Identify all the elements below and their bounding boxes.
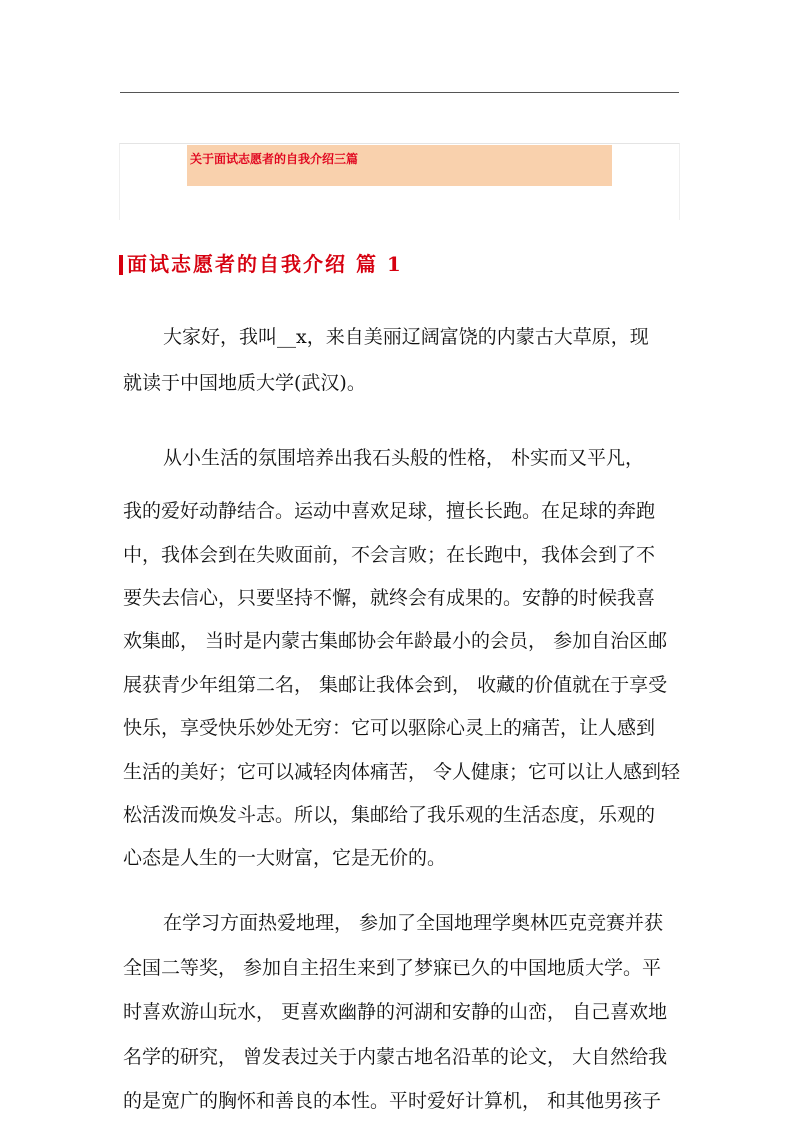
- paragraph-line: 快乐，享受快乐妙处无穷：它可以驱除心灵上的痛苦，让人感到: [123, 717, 656, 739]
- paragraph-line: 全国二等奖， 参加自主招生来到了梦寐已久的中国地质大学。平: [123, 957, 662, 979]
- paragraph-line: 我的爱好动静结合。运动中喜欢足球，擅长长跑。在足球的奔跑: [123, 500, 656, 522]
- heading-marker: [119, 255, 123, 275]
- paragraph-line: 大家好，我叫__x，来自美丽辽阔富饶的内蒙古大草原，现: [163, 326, 649, 348]
- paragraph-line: 心态是人生的一大财富，它是无价的。: [123, 847, 447, 869]
- paragraph-line: 中，我体会到在失败面前，不会言败；在长跑中，我体会到了不: [123, 544, 656, 566]
- paragraph-line: 生活的美好；它可以减轻肉体痛苦， 令人健康；它可以让人感到轻: [123, 761, 681, 783]
- paragraph-line: 的是宽广的胸怀和善良的本性。平时爱好计算机， 和其他男孩子: [123, 1090, 662, 1112]
- paragraph-line: 要失去信心，只要坚持不懈，就终会有成果的。安静的时候我喜: [123, 587, 656, 609]
- paragraph-line: 时喜欢游山玩水， 更喜欢幽静的河湖和安静的山峦， 自己喜欢地: [123, 1001, 668, 1023]
- paragraph-line: 展获青少年组第二名， 集邮让我体会到， 收藏的价值就在于享受: [123, 674, 668, 696]
- section-heading-text: 面试志愿者的自我介绍 篇 1: [127, 251, 403, 276]
- paragraph-line: 从小生活的氛围培养出我石头般的性格， 朴实而又平凡，: [163, 447, 645, 469]
- document-title: 关于面试志愿者的自我介绍三篇: [190, 152, 359, 166]
- paragraph-line: 就读于中国地质大学(武汉)。: [123, 372, 366, 394]
- paragraph-line: 松活泼而焕发斗志。所以，集邮给了我乐观的生活态度，乐观的: [123, 804, 656, 826]
- paragraph-line: 名学的研究， 曾发表过关于内蒙古地名沿革的论文， 大自然给我: [123, 1046, 668, 1068]
- section-heading: [119, 248, 403, 276]
- paragraph-line: 欢集邮， 当时是内蒙古集邮协会年龄最小的会员， 参加自治区邮: [123, 630, 668, 652]
- title-banner: [187, 145, 612, 186]
- paragraph-line: 在学习方面热爱地理， 参加了全国地理学奥林匹克竞赛并获: [163, 912, 664, 934]
- top-divider: [120, 92, 679, 93]
